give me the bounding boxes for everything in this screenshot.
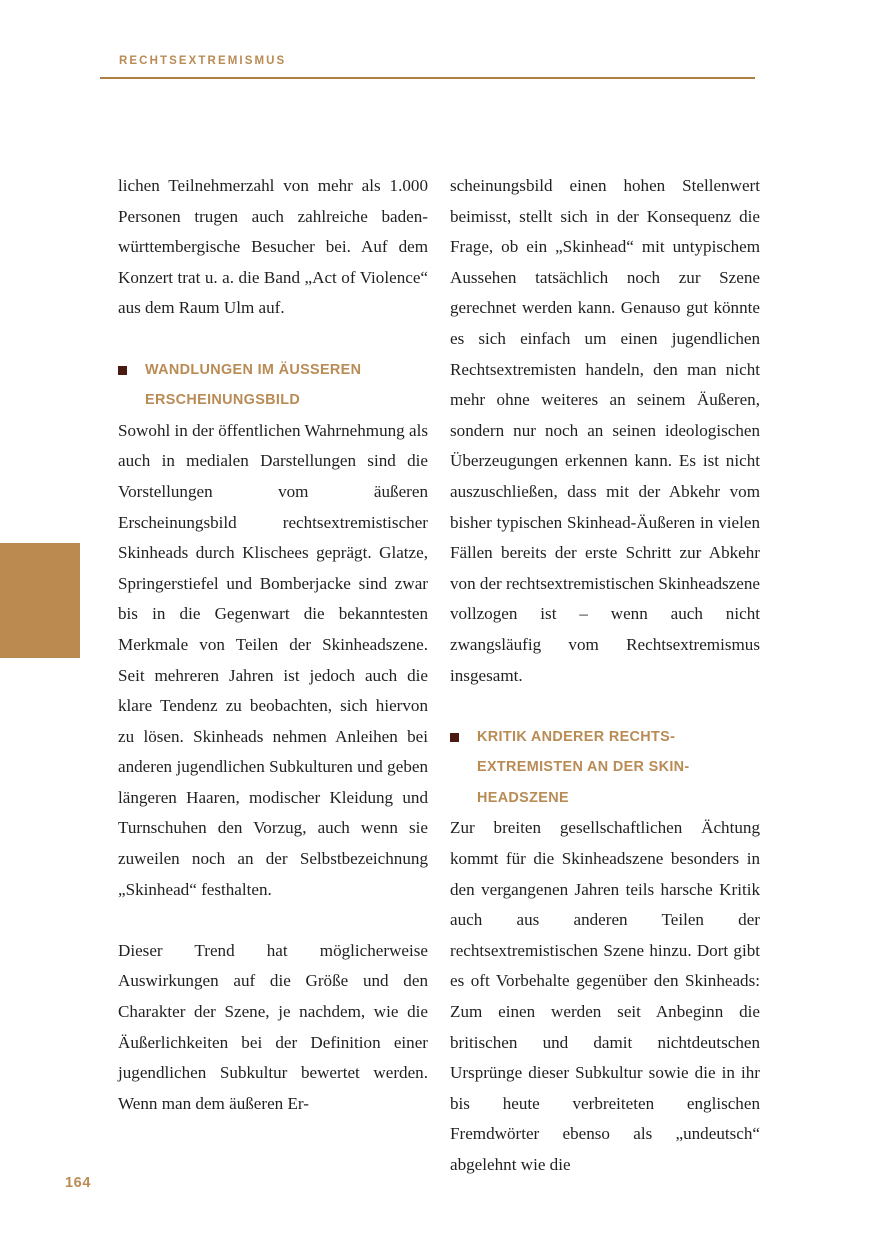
paragraph: Dieser Trend hat möglicherweise Auswirkungen auf die Größe und den Charakter der Szene, je nachdem, wie die Äußerlichkeiten bei der Definition einer jugendlichen Subkultur bewertet werden. Wenn man dem äußeren Er- <box>118 940 428 1113</box>
section-heading-line: KRITIK ANDERER RECHTS- <box>477 728 676 745</box>
section-heading-wandlungen <box>118 355 428 416</box>
section-heading-kritik <box>450 722 760 814</box>
square-bullet-icon <box>118 366 127 375</box>
page-number: 164 <box>65 1175 91 1191</box>
square-bullet-icon <box>450 733 459 742</box>
left-text-column <box>118 171 428 1119</box>
section-heading-line: ERSCHEINUNGSBILD <box>145 392 301 409</box>
paragraph: Sowohl in der öffentlichen Wahrnehmung als auch in medialen Darstellungen sind die Vorstellungen vom äußeren Erscheinungsbild rechtsextremistischer Skinheads durch Klischees geprägt. Glatze, Springerstiefel und Bomberjacke sind zwar bis in die Gegenwart die bekanntesten Merkmale von Teilen der Skinheadszene. Seit mehreren Jahren ist jedoch auch die klare Tendenz zu beobachten, sich hiervon zu lösen. Skinheads nehmen Anleihen bei anderen jugendlichen Subkulturen und geben längeren Haaren, modischer Kleidung und Turnschuhen den Vorzug, auch wenn sie zuweilen noch an der Selbstbezeichnung „Skinhead“ festhalten. <box>118 420 428 899</box>
running-head: RECHTSEXTREMISMUS <box>119 55 287 67</box>
paragraph: lichen Teilnehmerzahl von mehr als 1.000 Personen trugen auch zahlreiche baden-württembergische Besucher bei. Auf dem Konzert trat u. a. die Band „Act of Violence“ aus dem Raum Ulm auf. <box>118 176 428 318</box>
paragraph: scheinungsbild einen hohen Stellenwert beimisst, stellt sich in der Konsequenz die Frage, ob ein „Skinhead“ mit untypischem Aussehen tatsächlich noch zur Szene gerechnet werden kann. Genauso gut könnte es sich einfach um einen jugendlichen Rechtsextremisten handeln, den man nicht mehr ohne weiteres an seinem Äußeren, sondern nur noch an seinen ideologischen Überzeugungen erkennen kann. Es ist nicht auszuschließen, dass mit der Abkehr vom bisher typischen Skinhead-Äußeren in vielen Fällen bereits der erste Schritt zur Abkehr von der rechtsextremistischen Skinheadszene vollzogen ist – wenn auch nicht zwangsläufig vom Rechtsextremismus insgesamt. <box>450 176 760 685</box>
header-rule <box>100 77 755 79</box>
paragraph: Zur breiten gesellschaftlichen Ächtung kommt für die Skinheadszene besonders in den vergangenen Jahren teils harsche Kritik auch aus anderen Teilen der rechtsextremistischen Szene hinzu. Dort gibt es oft Vorbehalte gegenüber den Skinheads: Zum einen werden seit Anbeginn die britischen und damit nichtdeutschen Ursprünge dieser Subkultur sowie die in ihr bis heute verbreiteten englischen Fremdwörter ebenso als „undeutsch“ abgelehnt wie die <box>450 818 760 1174</box>
right-text-column <box>450 171 760 1181</box>
section-heading-line: WANDLUNGEN IM ÄUSSEREN <box>145 361 362 378</box>
section-heading-line: EXTREMISTEN AN DER SKIN- <box>477 759 690 776</box>
section-heading-line: HEADSZENE <box>477 789 569 806</box>
edge-thumb-tab <box>0 543 80 658</box>
